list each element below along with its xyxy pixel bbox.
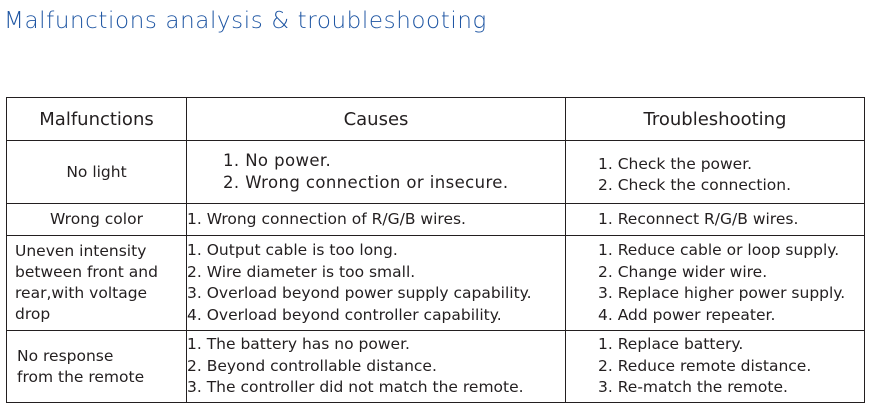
malfunction-cell [7,204,187,236]
troubleshooting-cell [566,331,865,403]
cause-item: 3. The controller did not match the remote. [187,378,524,397]
cause-item: 2. Beyond controllable distance. [187,356,437,375]
header-malfunctions: Malfunctions [7,98,187,141]
table-header-row [7,98,865,141]
cause-item: 1. No power. [223,151,332,170]
cause-item: 1. Wrong connection of R/G/B wires. [187,209,466,228]
malfunction-line: Wrong color [50,210,143,228]
causes-cell [187,141,566,204]
troubleshooting-item: 2. Reduce remote distance. [598,356,812,375]
malfunction-line: between front and [15,263,158,281]
troubleshooting-cell [566,141,865,204]
malfunction-line: from the remote [17,367,145,386]
troubleshooting-item: 1. Check the power. [598,154,753,173]
troubleshooting-item: 2. Change wider wire. [598,262,768,281]
causes-cell [187,331,566,403]
table-row [7,236,865,331]
table-row [7,141,865,204]
causes-cell [187,204,566,236]
cause-item: 4. Overload beyond controller capability. [187,305,502,324]
troubleshooting-item: 1. Replace battery. [598,335,744,354]
header-causes: Causes [187,98,566,141]
malfunction-line: No response [17,346,114,365]
troubleshooting-item: 3. Replace higher power supply. [598,284,846,302]
header-troubleshooting: Troubleshooting [566,98,865,141]
malfunction-cell [7,331,187,403]
cause-item: 1. Output cable is too long. [187,241,398,259]
cause-item: 2. Wire diameter is too small. [187,262,416,281]
causes-cell [187,236,566,331]
troubleshooting-cell [566,236,865,331]
troubleshooting-cell [566,204,865,236]
malfunctions-table [6,97,865,403]
troubleshooting-item: 1. Reconnect R/G/B wires. [598,209,799,228]
cause-item: 3. Overload beyond power supply capability. [187,284,532,302]
malfunction-line: No light [66,162,127,181]
cause-item: 2. Wrong connection or insecure. [223,173,509,192]
cause-item: 1. The battery has no power. [187,335,410,354]
table-row [7,204,865,236]
troubleshooting-item: 1. Reduce cable or loop supply. [598,241,840,259]
malfunction-line: Uneven intensity [15,242,147,260]
troubleshooting-item: 2. Check the connection. [598,176,792,194]
malfunction-cell [7,236,187,331]
table-row [7,331,865,403]
troubleshooting-item: 3. Re-match the remote. [598,378,788,397]
malfunction-line: rear,with voltage drop [15,284,148,323]
troubleshooting-item: 4. Add power repeater. [598,305,776,324]
malfunction-cell [7,141,187,204]
page-title: Malfunctions analysis & troubleshooting [4,8,487,34]
